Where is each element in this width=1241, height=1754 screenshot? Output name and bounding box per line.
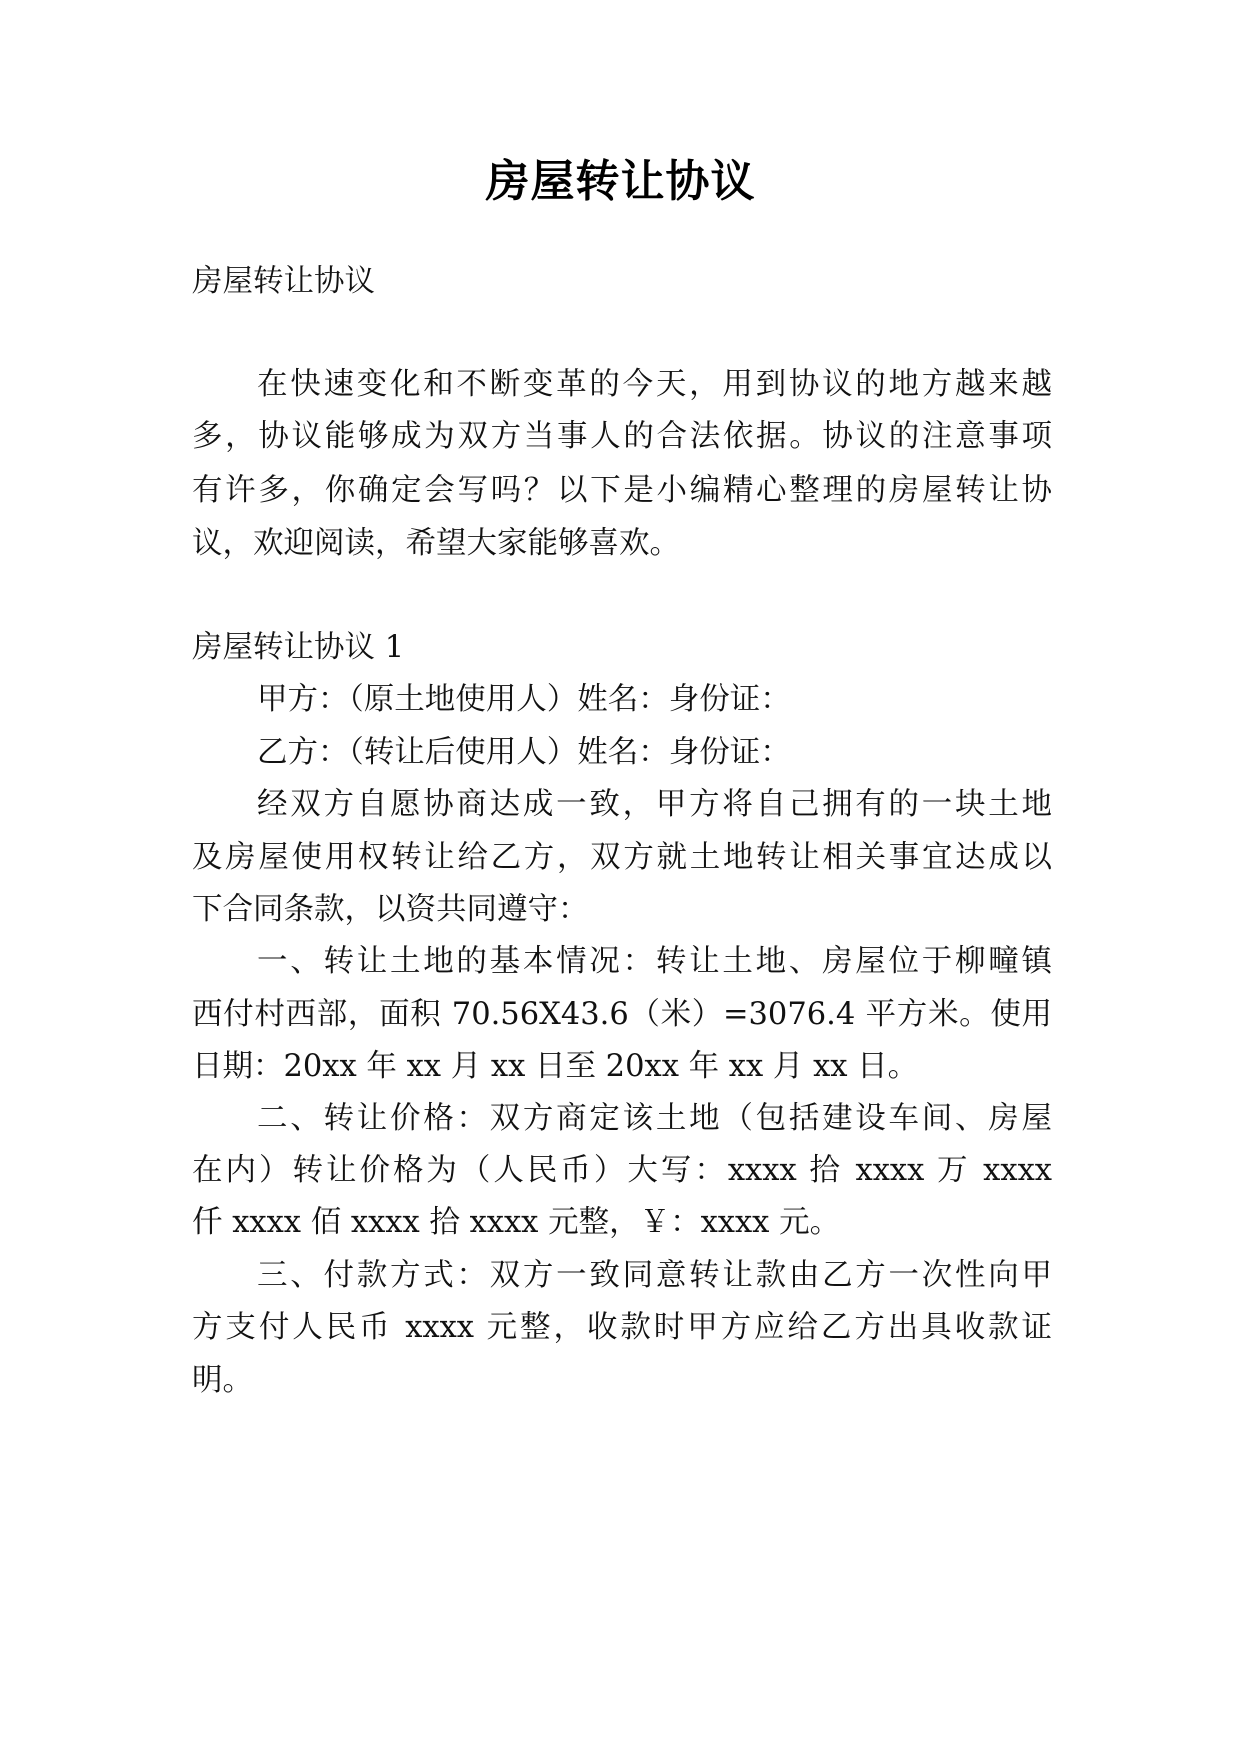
document-title: 房屋转让协议 (485, 156, 756, 207)
clause-2-line-1: 二、转让价格：双方商定该土地（包括建设车间、房屋 (257, 1101, 1052, 1136)
section-heading: 房屋转让协议 1 (192, 630, 405, 665)
intro-line-1: 在快速变化和不断变革的今天，用到协议的地方越来越 (257, 367, 1052, 402)
subtitle-line: 房屋转让协议 (192, 264, 375, 299)
clause-3-line-2: 方支付人民币 xxxx 元整，收款时甲方应给乙方出具收款证 (192, 1310, 1052, 1345)
agreement-line-3: 下合同条款，以资共同遵守： (192, 892, 589, 927)
clause-1-line-1: 一、转让土地的基本情况：转让土地、房屋位于柳疃镇 (257, 944, 1052, 979)
clause-2-line-3: 仟 xxxx 佰 xxxx 拾 xxxx 元整，￥：xxxx 元。 (192, 1205, 841, 1240)
party-a-line: 甲方：（原土地使用人）姓名：身份证： (257, 682, 791, 717)
intro-line-3: 有许多，你确定会写吗？以下是小编精心整理的房屋转让协 (192, 473, 1052, 508)
party-b-line: 乙方：（转让后使用人）姓名：身份证： (257, 735, 791, 770)
agreement-line-2: 及房屋使用权转让给乙方，双方就土地转让相关事宜达成以 (192, 840, 1052, 875)
clause-1-line-3: 日期：20xx 年 xx 月 xx 日至 20xx 年 xx 月 xx 日。 (192, 1049, 919, 1084)
clause-3-line-1: 三、付款方式：双方一致同意转让款由乙方一次性向甲 (257, 1258, 1052, 1293)
intro-line-4: 议，欢迎阅读，希望大家能够喜欢。 (192, 526, 680, 561)
clause-3-line-3: 明。 (192, 1363, 253, 1398)
agreement-line-1: 经双方自愿协商达成一致，甲方将自己拥有的一块土地 (257, 787, 1052, 822)
clause-1-line-2: 西付村西部，面积 70.56X43.6（米）=3076.4 平方米。使用 (192, 997, 1052, 1032)
intro-line-2: 多，协议能够成为双方当事人的合法依据。协议的注意事项 (192, 419, 1052, 454)
clause-2-line-2: 在内）转让价格为（人民币）大写：xxxx 拾 xxxx 万 xxxx (192, 1153, 1052, 1188)
